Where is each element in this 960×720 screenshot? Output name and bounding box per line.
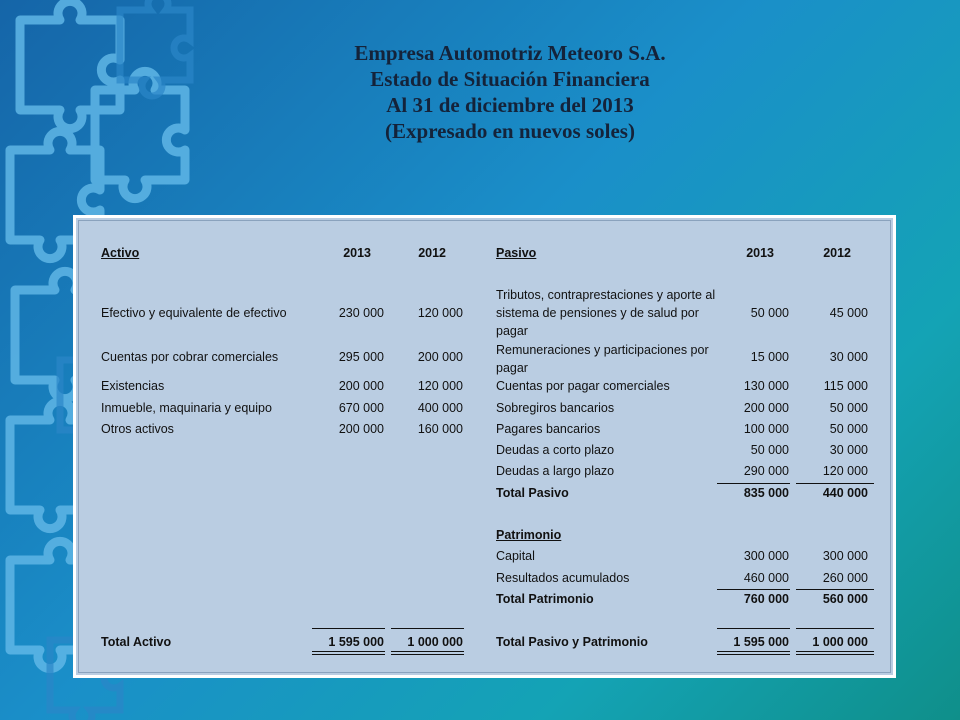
pasivo-row-label: Deudas a largo plazo (496, 464, 615, 478)
pasivo-row-label: Cuentas por pagar comerciales (496, 379, 670, 393)
activo-row-label: Existencias (101, 379, 165, 393)
activo-row-2013: 200 000 (338, 422, 384, 436)
total-activo-2013: 1 595 000 (328, 635, 384, 649)
activo-year-2013: 2013 (343, 246, 371, 260)
total-patrimonio-label: Total Patrimonio (496, 592, 594, 606)
grand-total-double-rule-2012 (796, 651, 874, 655)
pasivo-row-2012: 50 000 (829, 422, 868, 436)
activo-row-2013: 295 000 (338, 350, 384, 364)
total-pasivo-2013: 835 000 (743, 486, 789, 500)
pasivo-row-2013: 290 000 (743, 464, 789, 478)
activo-double-rule-2013 (312, 651, 385, 655)
currency-note: (Expresado en nuevos soles) (385, 119, 635, 143)
activo-total-rule-2013 (312, 628, 385, 629)
total-patrimonio-2012: 560 000 (822, 592, 868, 606)
pasivo-row-2012: 30 000 (829, 350, 868, 364)
report-title (150, 40, 870, 144)
pasivo-total-rule-2012 (796, 483, 874, 484)
pasivo-header: Pasivo (496, 246, 537, 260)
grand-total-double-rule-2013 (717, 651, 790, 655)
pasivo-row-2012: 115 000 (823, 379, 868, 393)
balance-sheet-table (73, 215, 896, 678)
patrimonio-header: Patrimonio (496, 528, 562, 542)
activo-row-2012: 400 000 (417, 401, 463, 415)
activo-header: Activo (101, 246, 140, 260)
total-pasivo-patrimonio-label: Total Pasivo y Patrimonio (496, 635, 648, 649)
total-activo-label: Total Activo (101, 635, 172, 649)
pasivo-row-2013: 100 000 (743, 422, 789, 436)
patrimonio-row-label: Resultados acumulados (496, 571, 630, 585)
patrimonio-total-rule-2013 (717, 589, 790, 590)
pasivo-row-label: Remuneraciones y participaciones por pagar (496, 343, 709, 375)
pasivo-row-2012: 50 000 (829, 401, 868, 415)
grand-total-rule-2012 (796, 628, 874, 629)
activo-total-rule-2012 (391, 628, 464, 629)
activo-double-rule-2012 (391, 651, 464, 655)
pasivo-row-label: Deudas a corto plazo (496, 443, 615, 457)
activo-row-2013: 200 000 (338, 379, 384, 393)
pasivo-row-2013: 50 000 (750, 443, 789, 457)
activo-row-2012: 160 000 (417, 422, 463, 436)
pasivo-total-rule-2013 (717, 483, 790, 484)
activo-row-2012: 120 000 (417, 379, 463, 393)
patrimonio-row-2013: 460 000 (743, 571, 789, 585)
pasivo-row-2013: 200 000 (743, 401, 789, 415)
activo-year-2012: 2012 (418, 246, 446, 260)
total-pasivo-label: Total Pasivo (496, 486, 569, 500)
pasivo-year-2013: 2013 (746, 246, 774, 260)
patrimonio-row-2013: 300 000 (743, 549, 789, 563)
activo-row-label: Cuentas por cobrar comerciales (101, 350, 279, 364)
activo-row-2013: 230 000 (338, 306, 384, 320)
pasivo-row-2013: 50 000 (750, 306, 789, 320)
statement-date: Al 31 de diciembre del 2013 (386, 93, 634, 117)
total-pasivo-2012: 440 000 (822, 486, 868, 500)
patrimonio-total-rule-2012 (796, 589, 874, 590)
activo-row-label: Efectivo y equivalente de efectivo (101, 306, 287, 320)
grand-total-rule-2013 (717, 628, 790, 629)
pasivo-row-label: Pagares bancarios (496, 422, 601, 436)
pasivo-row-label: Sobregiros bancarios (496, 401, 615, 415)
activo-row-2013: 670 000 (338, 401, 384, 415)
statement-name: Estado de Situación Financiera (370, 67, 650, 91)
total-activo-2012: 1 000 000 (407, 635, 463, 649)
pasivo-row-2012: 120 000 (822, 464, 868, 478)
activo-row-label: Inmueble, maquinaria y equipo (101, 401, 272, 415)
pasivo-row-label: Tributos, contraprestaciones y aporte al sistema de pensiones y de salud por pagar (496, 288, 716, 338)
pasivo-row-2013: 130 000 (743, 379, 789, 393)
patrimonio-row-2012: 260 000 (822, 571, 868, 585)
activo-row-label: Otros activos (101, 422, 174, 436)
total-pasivo-patrimonio-2012: 1 000 000 (812, 635, 868, 649)
patrimonio-row-2012: 300 000 (822, 549, 868, 563)
pasivo-row-2013: 15 000 (750, 350, 789, 364)
pasivo-year-2012: 2012 (823, 246, 851, 260)
patrimonio-row-label: Capital (496, 549, 535, 563)
total-pasivo-patrimonio-2013: 1 595 000 (733, 635, 789, 649)
total-patrimonio-2013: 760 000 (743, 592, 789, 606)
pasivo-row-2012: 30 000 (829, 443, 868, 457)
activo-row-2012: 120 000 (417, 306, 463, 320)
company-name: Empresa Automotriz Meteoro S.A. (354, 41, 666, 65)
activo-row-2012: 200 000 (417, 350, 463, 364)
pasivo-row-2012: 45 000 (829, 306, 868, 320)
